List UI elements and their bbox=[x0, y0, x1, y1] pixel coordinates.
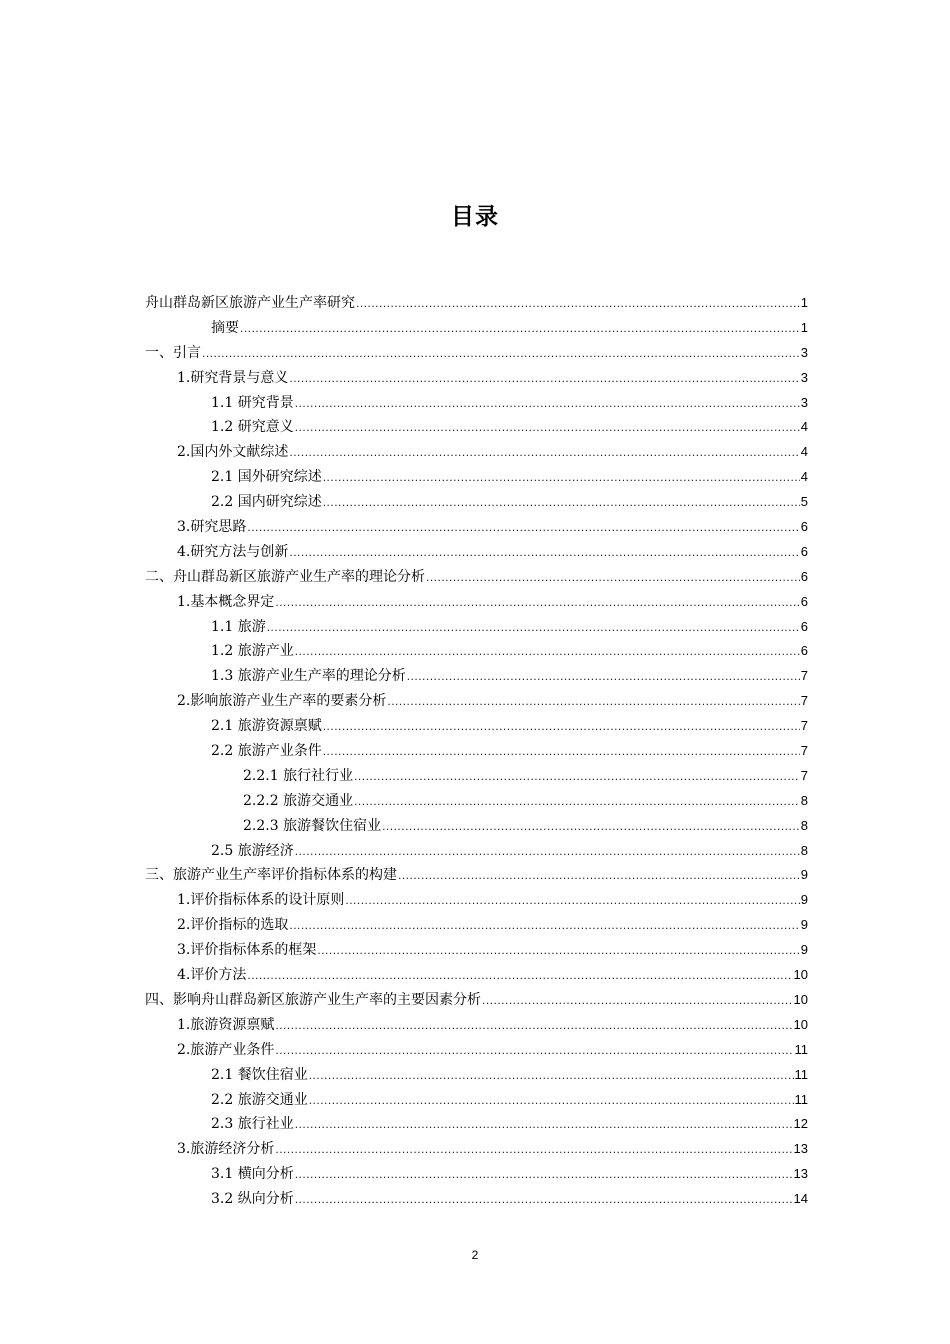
toc-entry[interactable] bbox=[145, 1013, 808, 1038]
toc-entry-label: 2.2 旅游产业条件 bbox=[211, 743, 322, 760]
toc-entry[interactable] bbox=[145, 366, 808, 391]
toc-dot-leader bbox=[387, 689, 799, 714]
toc-entry-page: 6 bbox=[800, 593, 808, 609]
toc-entry-label: 3.旅游经济分析 bbox=[177, 1141, 275, 1158]
toc-dot-leader bbox=[309, 1063, 794, 1088]
toc-entry-label: 1.评价指标体系的设计原则 bbox=[177, 892, 345, 909]
toc-dot-leader bbox=[323, 714, 800, 739]
toc-entry-label: 2.2 旅游交通业 bbox=[211, 1091, 308, 1108]
toc-entry-page: 4 bbox=[800, 469, 808, 485]
toc-entry[interactable] bbox=[145, 1162, 808, 1187]
toc-entry-page: 11 bbox=[794, 1091, 808, 1107]
toc-entry-label: 一、引言 bbox=[145, 344, 201, 361]
toc-dot-leader bbox=[426, 565, 800, 590]
toc-entry[interactable] bbox=[145, 1088, 808, 1113]
toc-entry-label: 2.2.1 旅行社行业 bbox=[243, 767, 354, 784]
toc-entry-label: 4.研究方法与创新 bbox=[177, 543, 289, 560]
toc-dot-leader bbox=[247, 963, 792, 988]
toc-entry-page: 13 bbox=[793, 1141, 808, 1157]
toc-entry-page: 5 bbox=[800, 494, 808, 510]
toc-dot-leader bbox=[295, 839, 800, 864]
toc-entry-label: 3.2 纵向分析 bbox=[211, 1191, 294, 1208]
toc-entry-page: 7 bbox=[800, 767, 808, 783]
toc-entry-page: 1 bbox=[800, 295, 808, 310]
toc-entry-page: 1 bbox=[800, 319, 808, 335]
toc-entry-page: 14 bbox=[793, 1191, 808, 1207]
toc-entry-label: 摘要 bbox=[211, 319, 239, 336]
toc-dot-leader bbox=[323, 739, 800, 764]
toc-entry-page: 8 bbox=[800, 792, 808, 808]
toc-entry-page: 9 bbox=[800, 942, 808, 958]
toc-entry-page: 10 bbox=[793, 967, 808, 983]
toc-entry[interactable] bbox=[145, 391, 808, 416]
toc-entry-page: 4 bbox=[800, 419, 808, 435]
toc-entry-label: 2.1 餐饮住宿业 bbox=[211, 1066, 308, 1083]
toc-entry-label: 1.2 研究意义 bbox=[211, 419, 294, 436]
toc-dot-leader bbox=[295, 1112, 793, 1137]
toc-entry[interactable] bbox=[145, 1137, 808, 1162]
toc-dot-leader bbox=[309, 1088, 794, 1113]
toc-dot-leader bbox=[295, 1187, 793, 1212]
toc-entry[interactable] bbox=[145, 615, 808, 640]
toc-entry[interactable] bbox=[145, 789, 808, 814]
toc-dot-leader bbox=[354, 789, 800, 814]
toc-dot-leader bbox=[407, 664, 800, 689]
toc-entry-label: 舟山群岛新区旅游产业生产率研究 bbox=[145, 295, 355, 311]
toc-dot-leader bbox=[295, 391, 800, 416]
toc-dot-leader bbox=[482, 988, 793, 1013]
toc-dot-leader bbox=[356, 291, 800, 316]
toc-dot-leader bbox=[289, 366, 799, 391]
toc-entry-label: 1.2 旅游产业 bbox=[211, 643, 294, 660]
toc-entry[interactable] bbox=[145, 664, 808, 689]
toc-dot-leader bbox=[275, 590, 799, 615]
toc-dot-leader bbox=[275, 1137, 792, 1162]
toc-entry-label: 2.旅游产业条件 bbox=[177, 1041, 275, 1058]
toc-entry[interactable] bbox=[145, 913, 808, 938]
toc-entry-page: 10 bbox=[793, 991, 808, 1007]
toc-entry-label: 2.评价指标的选取 bbox=[177, 917, 289, 934]
toc-entry-label: 1.1 研究背景 bbox=[211, 394, 294, 411]
toc-entry-label: 2.1 国外研究综述 bbox=[211, 469, 322, 486]
toc-entry[interactable] bbox=[145, 689, 808, 714]
toc-dot-leader bbox=[354, 764, 800, 789]
toc-entry-page: 6 bbox=[800, 643, 808, 659]
toc-entry[interactable] bbox=[145, 1038, 808, 1063]
toc-entry-page: 9 bbox=[800, 892, 808, 908]
toc-entry-page: 7 bbox=[800, 718, 808, 734]
toc-dot-leader bbox=[202, 341, 800, 366]
toc-entry-page: 11 bbox=[794, 1041, 808, 1057]
toc-entry[interactable] bbox=[145, 714, 808, 739]
toc-dot-leader bbox=[289, 540, 799, 565]
toc-entry[interactable] bbox=[145, 739, 808, 764]
toc-entry-page: 9 bbox=[800, 867, 808, 883]
toc-dot-leader bbox=[323, 465, 800, 490]
toc-entry-label: 3.1 横向分析 bbox=[211, 1166, 294, 1183]
toc-entry-label: 2.影响旅游产业生产率的要素分析 bbox=[177, 693, 387, 710]
toc-entry[interactable] bbox=[145, 515, 808, 540]
toc-entry-label: 三、旅游产业生产率评价指标体系的构建 bbox=[145, 867, 397, 884]
toc-entry[interactable] bbox=[145, 938, 808, 963]
toc-entry-page: 4 bbox=[800, 444, 808, 460]
toc-entry-page: 3 bbox=[800, 394, 808, 410]
toc-entry-label: 二、舟山群岛新区旅游产业生产率的理论分析 bbox=[145, 568, 425, 585]
table-of-contents bbox=[145, 291, 808, 1212]
toc-entry-label: 1.研究背景与意义 bbox=[177, 369, 289, 386]
toc-dot-leader bbox=[323, 490, 800, 515]
toc-entry[interactable] bbox=[145, 988, 808, 1013]
toc-entry-page: 3 bbox=[800, 369, 808, 385]
toc-entry[interactable] bbox=[145, 440, 808, 465]
toc-dot-leader bbox=[295, 415, 800, 440]
toc-entry-label: 2.3 旅行社业 bbox=[211, 1116, 294, 1133]
toc-dot-leader bbox=[295, 1162, 793, 1187]
toc-title: 目录 bbox=[451, 204, 499, 230]
toc-entry[interactable] bbox=[145, 764, 808, 789]
toc-entry[interactable] bbox=[145, 415, 808, 440]
toc-entry-page: 6 bbox=[800, 519, 808, 535]
toc-entry[interactable] bbox=[145, 465, 808, 490]
toc-entry-label: 1.基本概念界定 bbox=[177, 593, 275, 610]
page-number: 2 bbox=[471, 1248, 479, 1262]
toc-dot-leader bbox=[345, 888, 799, 913]
toc-entry[interactable] bbox=[145, 565, 808, 590]
toc-entry[interactable] bbox=[145, 863, 808, 888]
toc-entry-label: 2.2 国内研究综述 bbox=[211, 494, 322, 511]
toc-entry[interactable] bbox=[145, 590, 808, 615]
toc-entry-label: 4.评价方法 bbox=[177, 967, 247, 984]
toc-entry[interactable] bbox=[145, 639, 808, 664]
toc-entry[interactable] bbox=[145, 291, 808, 316]
toc-entry-page: 6 bbox=[800, 618, 808, 634]
toc-entry-label: 1.3 旅游产业生产率的理论分析 bbox=[211, 668, 406, 685]
toc-entry[interactable] bbox=[145, 1187, 808, 1212]
toc-entry-label: 3.评价指标体系的框架 bbox=[177, 942, 317, 959]
toc-entry-page: 6 bbox=[800, 568, 808, 584]
toc-entry-page: 12 bbox=[793, 1116, 808, 1132]
toc-entry[interactable] bbox=[145, 814, 808, 839]
toc-dot-leader bbox=[398, 863, 800, 888]
toc-dot-leader bbox=[267, 615, 800, 640]
toc-dot-leader bbox=[275, 1038, 793, 1063]
toc-entry-page: 7 bbox=[800, 668, 808, 684]
toc-entry[interactable] bbox=[145, 316, 808, 341]
toc-dot-leader bbox=[317, 938, 799, 963]
toc-dot-leader bbox=[289, 440, 799, 465]
toc-dot-leader bbox=[240, 316, 800, 341]
toc-entry[interactable] bbox=[145, 490, 808, 515]
toc-entry-page: 3 bbox=[800, 344, 808, 360]
toc-entry[interactable] bbox=[145, 1112, 808, 1137]
toc-dot-leader bbox=[247, 515, 799, 540]
toc-entry-page: 6 bbox=[800, 543, 808, 559]
toc-entry-label: 四、影响舟山群岛新区旅游产业生产率的主要因素分析 bbox=[145, 991, 481, 1008]
toc-dot-leader bbox=[275, 1013, 792, 1038]
toc-entry-label: 2.国内外文献综述 bbox=[177, 444, 289, 461]
toc-entry-page: 8 bbox=[800, 817, 808, 833]
toc-entry[interactable] bbox=[145, 839, 808, 864]
toc-entry-label: 2.2.2 旅游交通业 bbox=[243, 792, 354, 809]
toc-entry-label: 3.研究思路 bbox=[177, 519, 247, 536]
toc-dot-leader bbox=[382, 814, 800, 839]
toc-entry-page: 10 bbox=[793, 1016, 808, 1032]
toc-entry-page: 7 bbox=[800, 693, 808, 709]
toc-entry-page: 9 bbox=[800, 917, 808, 933]
toc-entry-page: 13 bbox=[793, 1166, 808, 1182]
toc-entry[interactable] bbox=[145, 540, 808, 565]
toc-entry-page: 7 bbox=[800, 743, 808, 759]
toc-entry[interactable] bbox=[145, 1063, 808, 1088]
toc-entry-page: 11 bbox=[794, 1066, 808, 1082]
toc-entry-label: 2.5 旅游经济 bbox=[211, 842, 294, 859]
toc-dot-leader bbox=[295, 639, 800, 664]
toc-dot-leader bbox=[289, 913, 799, 938]
toc-entry-label: 1.1 旅游 bbox=[211, 618, 266, 635]
toc-entry-label: 2.1 旅游资源禀赋 bbox=[211, 718, 322, 735]
toc-entry-page: 8 bbox=[800, 842, 808, 858]
toc-entry-label: 1.旅游资源禀赋 bbox=[177, 1016, 275, 1033]
toc-entry[interactable] bbox=[145, 888, 808, 913]
toc-entry[interactable] bbox=[145, 341, 808, 366]
toc-entry-label: 2.2.3 旅游餐饮住宿业 bbox=[243, 817, 382, 834]
toc-entry[interactable] bbox=[145, 963, 808, 988]
